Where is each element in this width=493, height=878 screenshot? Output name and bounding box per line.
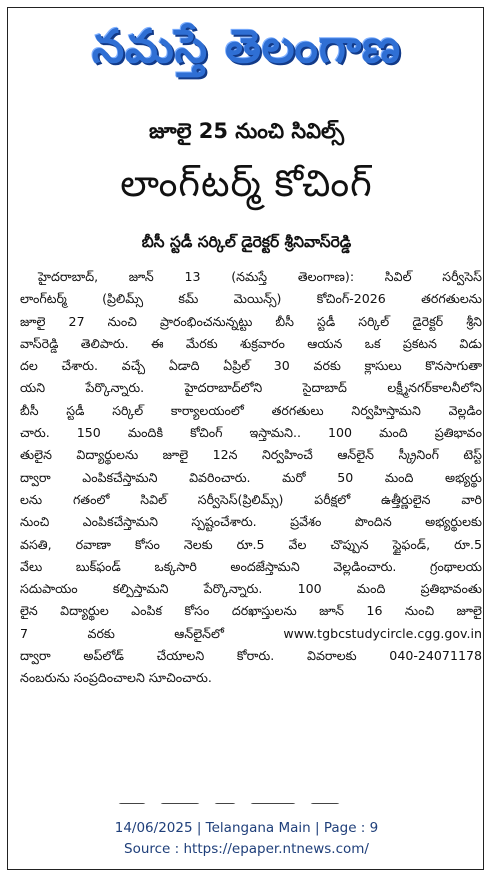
body-line: ద్వారా ఎంపికచేస్తామని వివరించారు. మరో 50 మంది అభ్యర్థు	[20, 469, 482, 485]
article-headline: లాంగ్‌టర్మ్ కోచింగ్	[120, 162, 373, 205]
body-line: తులైన విద్యార్థులను జూలై 12న నిర్వహించే ఆన్‌లైన్ స్క్రీనింగ్ టెస్ట్	[20, 447, 482, 463]
body-line: సదుపాయం కల్పిస్తామని పేర్కొన్నారు. 100 మంది ప్రతిభావంతు	[20, 581, 482, 597]
clipping-source: Source : https://epaper.ntnews.com/	[124, 841, 369, 857]
body-line: ద్వారా అప్‌లోడ్ చేయాలని కోరారు. వివరాలకు 040-24071178	[20, 648, 482, 664]
body-line: నంబరును సంప్రదించాలని సూచించారు.	[20, 670, 212, 686]
body-line: వేలు బుక్‌ఫండ్ ఒక్కసారి అందజేస్తామని వెల్లడించారు. గ్రంథాలయ	[20, 558, 482, 574]
body-line: లైన విద్యార్థుల ఎంపిక కోసం దరఖాస్తులను జూన్ 16 నుంచి జూలై	[20, 603, 482, 619]
clipping-date-info: 14/06/2025 | Telangana Main | Page : 9	[114, 820, 379, 836]
newspaper-masthead	[8, 13, 485, 83]
body-line: బీసీ స్టడీ సర్కిల్ కార్యాలయంలో తరగతులు నిర్వహిస్తామని వెల్లడిం	[20, 402, 482, 418]
body-line: నుంచి ఎంపికచేస్తామని స్పష్టంచేశారు. ప్రవేశం పొందిన అభ్యర్థులకు	[20, 514, 482, 530]
clipping-frame	[7, 7, 484, 870]
body-line: దల చేశారు. వచ్చే ఏడాది ఏప్రిల్ 30 వరకు క్లాసులు కొనసాగుతా	[20, 358, 482, 374]
body-line: లాంగ్‌టర్మ్ (ప్రిలిమ్స్ కమ్ మెయిన్స్) కోచింగ్-2026 తరగతులను	[20, 291, 482, 307]
article-body	[20, 266, 482, 806]
body-line: యని పేర్కొన్నారు. హైదరాబాద్‌లోని సైదాబాద్ లక్ష్మీనగర్‌కాలనీలోని	[20, 380, 482, 396]
body-line: వాస్‌రెడ్డి తెలిపారు. ఈ మేరకు శుక్రవారం ఆయన ఒక ప్రకటన విడు	[20, 335, 482, 351]
body-line: వసతి, రవాణా కోసం నెలకు రూ.5 వేల చొప్పున స్టైఫండ్, రూ.5	[20, 536, 482, 552]
body-line: 7 వరకు ఆన్‌లైన్‌లో www.tgbcstudycircle.cgg.gov.in	[20, 625, 482, 641]
masthead-title: నమస్తే తెలంగాణ	[91, 19, 402, 73]
body-line: లను గతంలో సివిల్ సర్వీసెస్(ప్రిలిమ్స్) పరీక్షలో ఉత్తీర్ణులైన వారి	[20, 491, 482, 507]
article-kicker: జూలై 25 నుంచి సివిల్స్	[148, 119, 345, 143]
body-line: హైదరాబాద్, జూన్ 13 (నమస్తే తెలంగాణ): సివిల్ సర్వీసెస్	[38, 269, 482, 284]
body-line: జూలై 27 నుంచి ప్రారంభించనున్నట్టు బీసీ స్టడీ సర్కిల్ డైరెక్టర్ శ్రీని	[20, 313, 482, 329]
body-line: చారు. 150 మందికి కోచింగ్ ఇస్తామని.. 100 మంది ప్రతిభావం	[20, 425, 482, 441]
article-byline: బీసీ స్టడీ సర్కిల్ డైరెక్టర్ శ్రీనివాస్‌రెడ్డి	[141, 233, 352, 251]
cut-off-next-headline	[118, 798, 368, 804]
